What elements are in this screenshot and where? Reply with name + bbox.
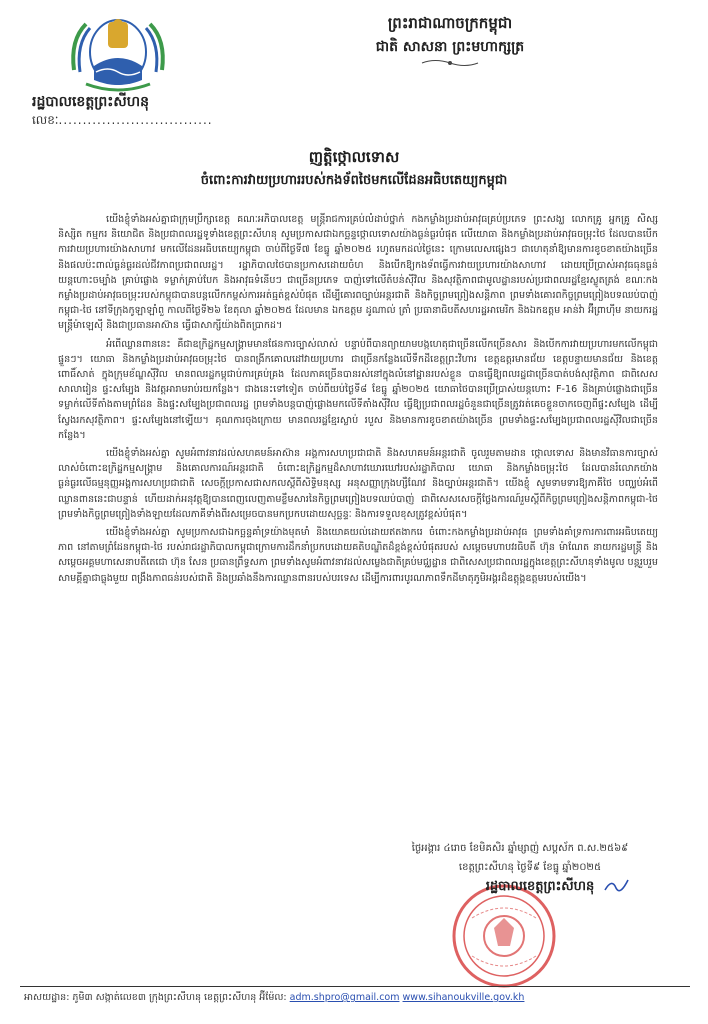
kingdom-heading: ព្រះរាជាណាចក្រកម្ពុជា <box>387 14 513 32</box>
body-paragraph-4: យើងខ្ញុំទាំងអស់គ្នា សូមប្រកាសជាឯកច្ឆន្ទគាំទ្រយ៉ាងមុតមាំ និងយោគយល់ដោយឥតងាករេ ចំពោះកងកម្លាំងប្រដាប់អាវុធ ព្រមទាំងគាំទ្រការការពារអធិបតេយ្យភាព នៅតាមព្រំដែនកម្ពុជា-ថៃ របស់រាជរដ្ឋាភិបាលកម្ពុជាក្រោមការដឹកនាំប្រកបដោយគតិបណ្ឌិតដ៏ខ្ពង់ខ្ពស់បំផុតរបស់ សម្តេចមហាបវរធិបតី ហ៊ុន ម៉ាណែត នាយករដ្ឋមន្ត្រី និងសម្តេចអគ្គមហាសេនាបតីតេជោ ហ៊ុន សែន ប្រធានព្រឹទ្ធសភា ព្រមទាំងសូមអំពាវនាវដល់សម្លេងជាតិគ្រប់មជ្ឈដ្ឋាន ជាពិសេសប្រជាពលរដ្ឋក្នុងខេត្តព្រះសីហនុទាំងមូល បន្តរួបរួមសាមគ្គីគ្នាជាធ្លុងមួយ ពង្រឹងភាពធន់របស់ជាតិ និងប្រឆាំងនឹងការឈ្លានពានរបស់បរទេស ដើម្បីការពារបូរណភាពទឹកដីមាតុភូមិអង្គរដ៏ឧត្តុង្គឧត្តមរបស់យើង។ <box>58 527 658 584</box>
reference-label: លេខៈ <box>32 113 59 127</box>
signing-authority: រដ្ឋបាលខេត្តព្រះសីហនុ <box>485 879 595 894</box>
footer-email-link[interactable]: adm.shpro@gmail.com <box>289 992 400 1003</box>
footer-website-link[interactable]: www.sihanoukville.gov.kh <box>402 992 525 1003</box>
ornament-divider-icon <box>420 58 480 68</box>
sihanoukville-emblem-logo <box>66 10 170 94</box>
body-paragraph-1: យើងខ្ញុំទាំងអស់គ្នាជាក្រុមប្រឹក្សាខេត្ត គណៈអភិបាលខេត្ត មន្ត្រីរាជការគ្រប់លំដាប់ថ្នាក់ កងកម្លាំងប្រដាប់អាវុធគ្រប់ប្រភេទ ព្រះសង្ឃ លោកគ្រូ អ្នកគ្រូ សិស្ស និស្សិត កម្មករ និយោជិត និងប្រជាពលរដ្ឋទូទាំងខេត្តព្រះសីហនុ សូមប្រកាសជាឯកច្ឆន្ទថ្កោលទោសយ៉ាងធ្ងន់ធ្ងរបំផុត លើយោធា និងកម្លាំងប្រដាប់អាវុធចម្រុះថៃ ដែលបានបើកការវាយប្រហារយ៉ាងសាហាវ មកលើដែនអធិបតេយ្យកម្ពុជា ចាប់ពីថ្ងៃទី៧ ខែធ្នូ ឆ្នាំ២០២៥ រហូតមកដល់ថ្ងៃនេះ ក្រោមលេសផ្សេងៗ ជាហេតុនាំឱ្យមានការខូចខាតយ៉ាងច្រើន និងផលប៉ះពាល់ធ្ងន់ធ្ងរដល់ជីវភាពប្រជាពលរដ្ឋ។ រដ្ឋាភិបាលថៃបានប្រកាសដោយចំហ និងបើកឱ្យកងទ័ពធ្វើការវាយប្រហារយ៉ាងសាហាវ ដោយប្រើប្រាស់អាវុធធុនធ្ងន់ យន្តហោះចម្បាំង គ្រាប់ផ្លោង ទម្លាក់គ្រាប់បែក និងអាវុធទំនើបៗ ជាច្រើនប្រភេទ បាញ់ទៅលើតំបន់ស៊ីវិល និងសុវត្ថិភាពជាមូលដ្ឋានរបស់ប្រជាពលរដ្ឋខ្មែរស្លូតត្រង់ ខណៈកងកម្លាំងប្រដាប់អាវុធចម្រុះរបស់កម្ពុជាបានបន្តលើកកម្ពស់ការអត់ធ្មត់ខ្ពស់បំផុត ដើម្បីគោរពច្បាប់អន្តរជាតិ និងកិច្ចព្រមព្រៀងសន្តិភាព ព្រមទាំងគោរពកិច្ចព្រមព្រៀងបទឈប់បាញ់កម្ពុជា-ថៃ នៅទីក្រុងកូឡាឡាំពួ កាលពីថ្ងៃទី២៦ ខែតុលា ឆ្នាំ២០២៥ ដែលមាន ឯកឧត្តម ដូណាល់ ត្រាំ ប្រធានាធិបតីសហរដ្ឋអាមេរិក និងឯកឧត្តម អាន់វ៉ា អ៊ីព្រាហ៊ីម នាយករដ្ឋមន្ត្រីម៉ាឡេស៊ី និងជាប្រធានអាស៊ាន ធ្វើជាសាក្សីយ៉ាងពិតប្រាកដ។ <box>58 214 658 332</box>
reference-value: ................................ <box>58 113 213 127</box>
solar-date: ខេត្តព្រះសីហនុ ថ្ងៃទី៩ ខែធ្នូ ឆ្នាំ២០២៥ <box>458 862 602 873</box>
footer-contact <box>24 991 704 1005</box>
lunar-date: ថ្ងៃអង្គារ ៤រោច ខែមិគសិរ ឆ្នាំម្សាញ់ សប្តស័ក ព.ស.២៥៦៩ <box>411 843 629 854</box>
signature-mark-icon <box>602 876 632 898</box>
issuing-authority: រដ្ឋបាលខេត្តព្រះសីហនុ <box>32 94 149 110</box>
document-subtitle: ចំពោះការវាយប្រហាររបស់កងទ័ពថៃមកលើដែនអធិបតេយ្យកម្ពុជា <box>200 173 508 188</box>
body-paragraph-2: អំពើឈ្លានពាននេះ គឺជាឧក្រិដ្ឋកម្មសង្គ្រាមមានផែនការច្បាស់លាស់ បន្ទាប់ពីបានព្យាយាមបង្កហេតុជាច្រើនលើកច្រើនសារ និងបើកការវាយប្រហារមកលើកម្ពុជាផ្ទួនៗ។ យោធា និងកម្លាំងប្រដាប់អាវុធចម្រុះថៃ បានពង្រីកគោលដៅវាយប្រហារ ជាច្រើនកន្លែងលើទឹកដីខេត្តព្រះវិហារ ខេត្តឧត្តរមានជ័យ ខេត្តបន្ទាយមានជ័យ និងខេត្តពោធិ៍សាត់ ក្នុងក្រុមខ័ណ្ឌស៊ីវិល មានពលរដ្ឋកម្ពុជាប់ការគ្រប់គ្រង ដែលភាគច្រើនបានរស់នៅក្នុងលំនៅដ្ឋានរបស់ខ្លួន បានធ្វើឱ្យពលរដ្ឋជាច្រើនបាត់បង់សុវត្ថិភាព ជាពិសេសសាលារៀន ផ្ទះសម្បែង និងវត្តអារាមរាប់រយកន្លែង។ ជាងនេះទៅទៀត ចាប់ពីយប់ថ្ងៃទី៨ ខែធ្នូ ឆ្នាំ២០២៥ យោធាថៃបានប្រើប្រាស់យន្តហោះ F-16 និងគ្រាប់ផ្លោងជាច្រើនទម្លាក់លើទីតាំងតាមព្រំដែន និងផ្ទះសម្បែងប្រជាពលរដ្ឋ ព្រមទាំងបន្តបាញ់ផ្លោងមកលើទីតាំងស៊ីវិល ធ្វើឱ្យប្រជាពលរដ្ឋចំនួនជាច្រើនត្រូវរត់គេចខ្លួនចាកចេញពីផ្ទះសម្បែង ដើម្បីស្វែងរកសុវត្ថិភាព។ ផ្ទះសម្បែងនៅទ្បើយ។ គុណការចុងក្រោយ មានពលរដ្ឋខ្មែរស្លាប់ របួស និងមានការខូចខាតយ៉ាងច្រើន ព្រមទាំងផ្ទះសម្បែងប្រជាពលរដ្ឋស៊ីវិលជាច្រើនកន្លែង។ <box>58 338 658 441</box>
footer-divider <box>20 986 690 987</box>
body-paragraph-3: យើងខ្ញុំទាំងអស់គ្នា សូមអំពាវនាវដល់សហគមន៍អាស៊ាន អង្គការសហប្រជាជាតិ និងសហគមន៍អន្តរជាតិ ចូលរួមតាមដាន ថ្កោលទោស និងមានវិធានការច្បាស់លាស់ចំពោះឧក្រិដ្ឋកម្មសង្គ្រាម និងគោលការណ៍អន្តរជាតិ ចំពោះឧក្រិដ្ឋកម្មដ៏សាហាវឃោរឃៅរបស់រដ្ឋាភិបាល យោធា និងកម្លាំងចម្រុះថៃ ដែលបានរំលោភយ៉ាងធ្ងន់ធ្ងរលើធម្មនុញ្ញអង្គការសហប្រជាជាតិ សេចក្តីប្រកាសជាសកលស្តីពីសិទ្ធិមនុស្ស អនុសញ្ញាក្រុងហ្សឺណែវ និងច្បាប់អន្តរជាតិ។ យើងខ្ញុំ សូមទាមទារឱ្យភាគីថៃ បញ្ឈប់អំពើឈ្លានពាននេះជាបន្ទាន់ ហើយដាក់អនុវត្តឱ្យបានពេញលេញតាមខ្លឹមសារនៃកិច្ចព្រមព្រៀងបទឈប់បាញ់ ជាពិសេសសេចក្តីថ្លែងការណ៍រួមស្តីពីកិច្ចព្រមព្រៀងសន្តិភាពកម្ពុជា-ថៃ ព្រមទាំងកិច្ចព្រមព្រៀងទាំងឡាយដែលភាគីទាំងពីរសម្រេចបានមកប្រកបដោយសុច្ឆន្ទៈ និងការទទួលខុសត្រូវខ្ពស់បំផុត។ <box>58 448 658 520</box>
footer-address: អាសយដ្ឋាន: ភូមិ៣ សង្កាត់លេខ៣ ក្រុងព្រះសីហនុ ខេត្តព្រះសីហនុ អ៊ីម៉ែល: <box>24 992 287 1003</box>
reference-number <box>32 112 232 130</box>
national-motto: ជាតិ សាសនា ព្រះមហាក្សត្រ <box>375 39 525 55</box>
document-title: ញត្តិថ្កោលទោស <box>308 148 400 166</box>
document-body <box>58 212 658 589</box>
